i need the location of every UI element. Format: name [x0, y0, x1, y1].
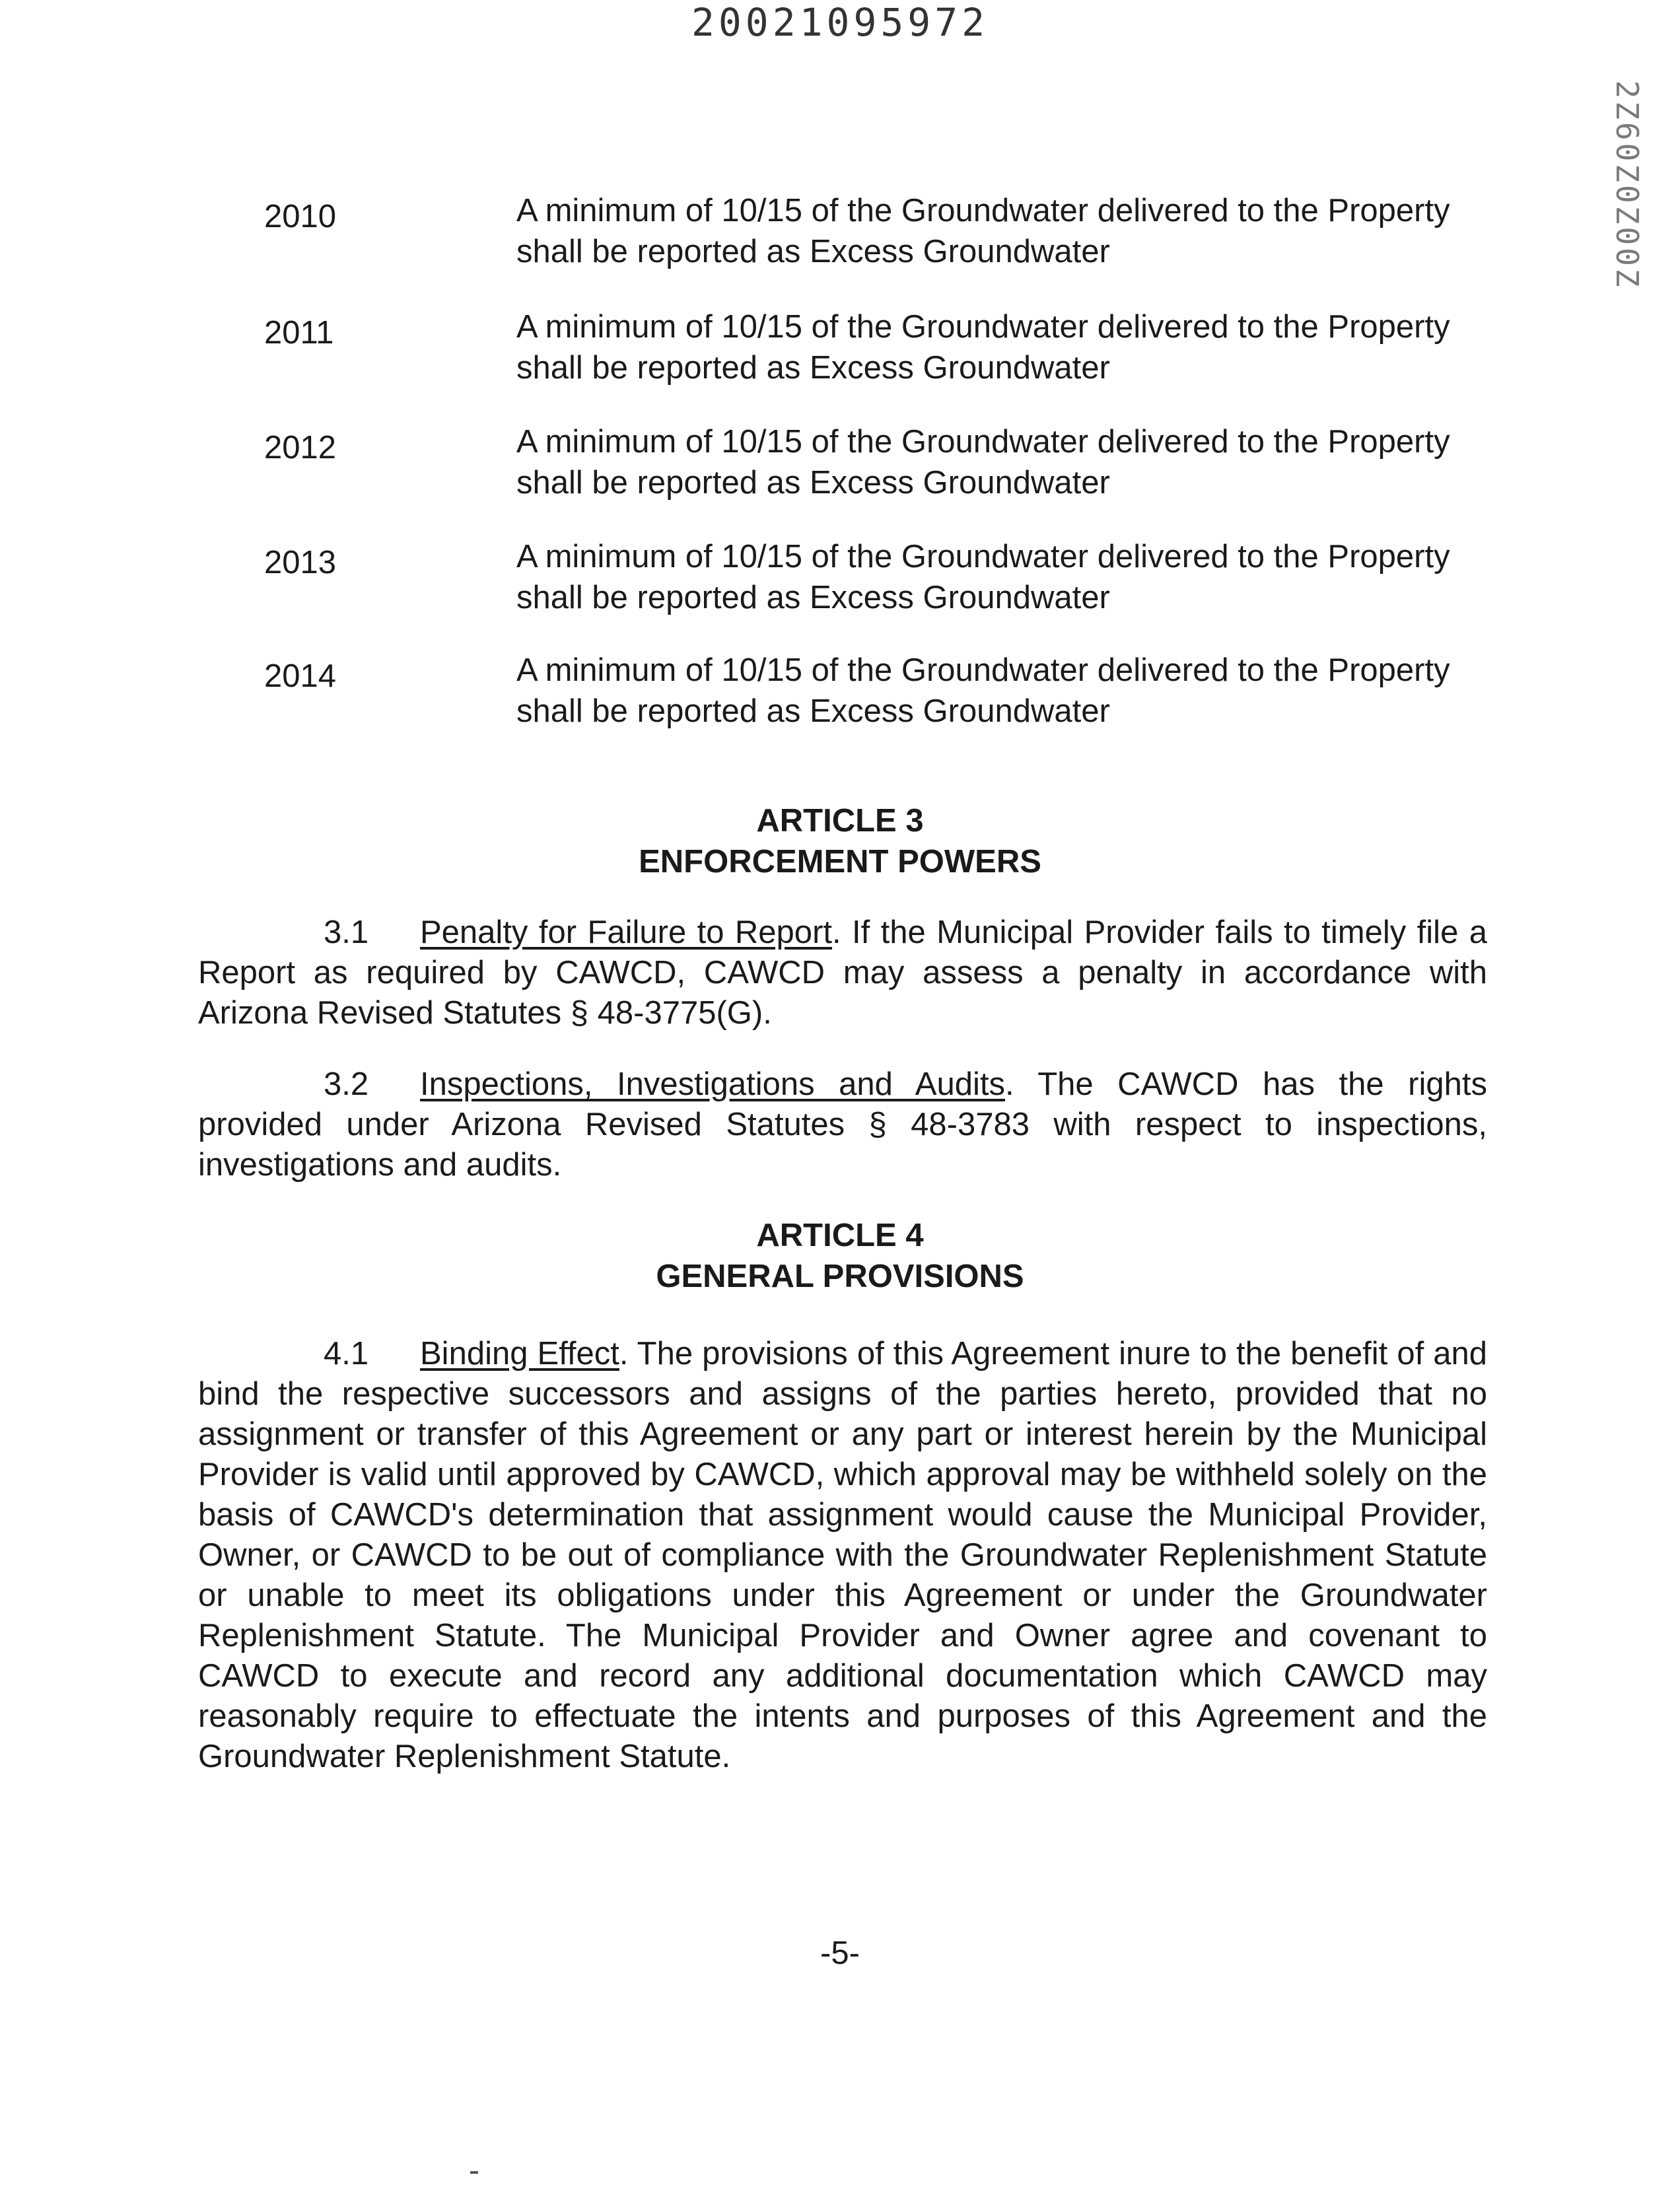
article-title: ARTICLE 4 — [756, 1218, 924, 1253]
section-text: . The CAWCD has the rights provided under Arizona Revised Statutes § 48-3783 with respect to inspections, investigations and audits. — [198, 1066, 1487, 1183]
section-number: 3.2 — [324, 1066, 369, 1102]
schedule-text — [516, 190, 1520, 272]
schedule-text-line: shall be reported as Excess Groundwater — [516, 234, 1110, 269]
schedule-text-line: shall be reported as Excess Groundwater — [516, 350, 1110, 386]
schedule-year: 2011 — [264, 315, 334, 351]
scan-speck — [470, 2171, 478, 2174]
section-text: . If the Municipal Provider fails to timely file a Report as required by CAWCD, CAWCD may assess a penalty in accordance with Arizona Revised Statutes § 48-3775(G). — [198, 915, 1487, 1031]
schedule-text — [516, 536, 1520, 618]
article-title: ARTICLE 3 — [756, 803, 924, 839]
margin-stamp — [1606, 79, 1648, 291]
schedule-text — [516, 421, 1520, 503]
schedule-text-line: A minimum of 10/15 of the Groundwater delivered to the Property — [516, 539, 1450, 574]
schedule-text — [516, 306, 1520, 388]
schedule-year: 2014 — [264, 658, 337, 694]
section-text: . The provisions of this Agreement inure to the benefit of and bind the respective successors and assigns of the parties hereto, provided that no assignment or transfer of this Agreement or any part or interest herein by the Municipal Provider is valid until approved by CAWCD, which approval may be withheld solely on the basis of CAWCD's determination that assignment would cause the Municipal Provider, Owner, or CAWCD to be out of compliance with the Groundwater Replenishment Statute or unable to meet its obligations under this Agreement or under the Groundwater Replenishment Statute. The Municipal Provider and Owner agree and covenant to CAWCD to execute and record any additional documentation which CAWCD may reasonably require to effectuate the intents and purposes of this Agreement and the Groundwater Replenishment Statute. — [198, 1336, 1487, 1774]
schedule-text-line: A minimum of 10/15 of the Groundwater delivered to the Property — [516, 424, 1450, 460]
margin-stamp-text: 2Z60Z0Z00Z — [1609, 80, 1645, 290]
section-3-1 — [198, 913, 1487, 1033]
schedule-text-line: A minimum of 10/15 of the Groundwater delivered to the Property — [516, 309, 1450, 345]
article-subtitle: GENERAL PROVISIONS — [656, 1259, 1024, 1294]
section-heading: Penalty for Failure to Report — [420, 915, 832, 950]
article-3-heading — [0, 800, 1680, 882]
schedule-year: 2012 — [264, 430, 337, 466]
schedule-text-line: A minimum of 10/15 of the Groundwater delivered to the Property — [516, 193, 1450, 228]
section-number: 4.1 — [324, 1336, 369, 1371]
schedule-year: 2013 — [264, 545, 337, 580]
schedule-text-line: shall be reported as Excess Groundwater — [516, 465, 1110, 501]
schedule-text — [516, 650, 1520, 732]
article-4-heading — [0, 1215, 1680, 1297]
section-number: 3.1 — [324, 915, 369, 950]
page-number: -5- — [820, 1935, 860, 1971]
schedule-year: 2010 — [264, 199, 337, 234]
article-subtitle: ENFORCEMENT POWERS — [639, 844, 1041, 880]
schedule-text-line: shall be reported as Excess Groundwater — [516, 693, 1110, 729]
section-3-2 — [198, 1064, 1487, 1185]
schedule-text-line: shall be reported as Excess Groundwater — [516, 580, 1110, 615]
schedule-text-line: A minimum of 10/15 of the Groundwater delivered to the Property — [516, 652, 1450, 688]
recording-number: 20021095972 — [691, 0, 989, 45]
section-heading: Inspections, Investigations and Audits — [420, 1066, 1005, 1102]
section-4-1 — [198, 1334, 1487, 1777]
section-heading: Binding Effect — [420, 1336, 619, 1371]
